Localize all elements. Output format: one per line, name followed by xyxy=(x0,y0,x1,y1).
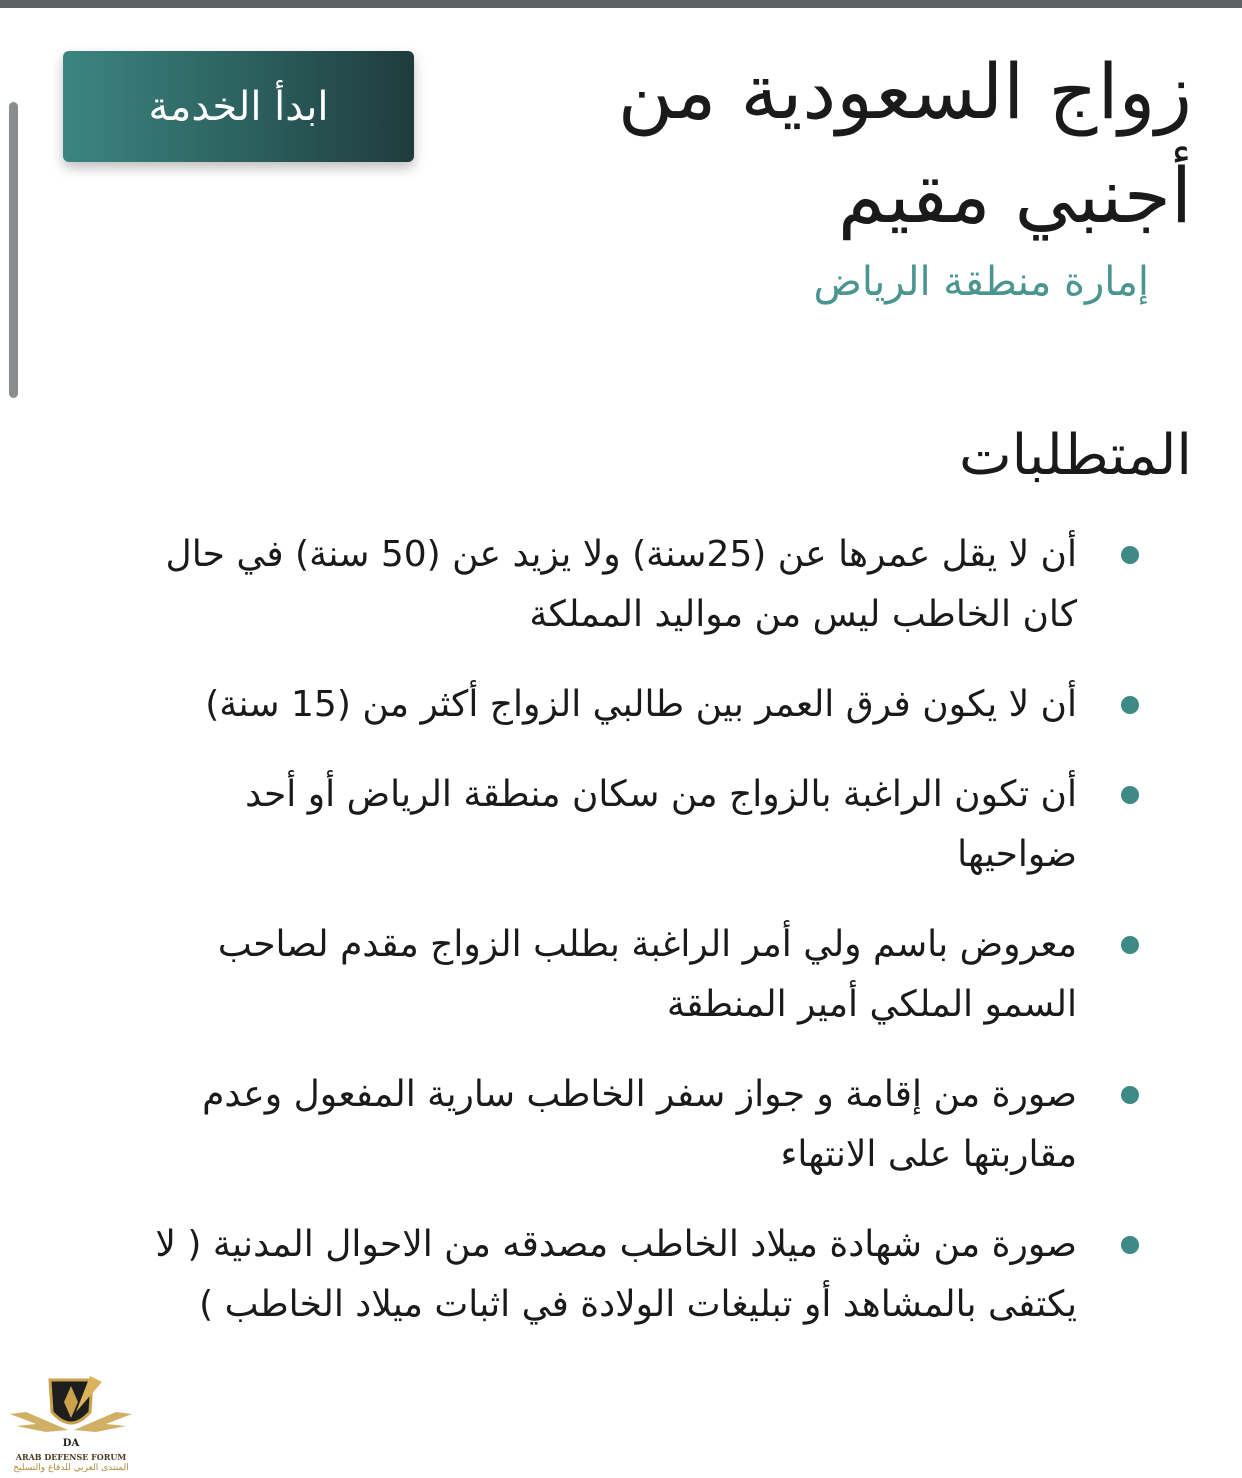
requirement-text: صورة من إقامة و جواز سفر الخاطب سارية المفعول وعدم مقاربتها على الانتهاء xyxy=(202,1074,1077,1175)
requirements-list xyxy=(0,525,1242,1365)
requirement-item xyxy=(0,915,1242,1035)
forum-watermark xyxy=(6,1372,136,1476)
requirement-text: أن لا يكون فرق العمر بين طالبي الزواج أكثر من (15 سنة) xyxy=(205,684,1077,725)
start-service-button[interactable]: ابدأ الخدمة xyxy=(63,51,414,162)
forum-name-ar: المنتدى العربي للدفاع والتسليح xyxy=(13,1463,129,1473)
requirement-item xyxy=(0,675,1242,735)
bullet-dot-icon xyxy=(1121,786,1139,804)
requirement-text: أن تكون الراغبة بالزواج من سكان منطقة الرياض أو أحد ضواحيها xyxy=(245,774,1077,875)
requirement-text: معروض باسم ولي أمر الراغبة بطلب الزواج مقدم لصاحب السمو الملكي أمير المنطقة xyxy=(217,924,1077,1025)
agency-name: إمارة منطقة الرياض xyxy=(813,259,1149,305)
forum-name-en: ARAB DEFENSE FORUM xyxy=(15,1452,127,1462)
bullet-dot-icon xyxy=(1121,1236,1139,1254)
requirements-heading: المتطلبات xyxy=(958,423,1192,488)
requirement-item xyxy=(0,1065,1242,1185)
bullet-dot-icon xyxy=(1121,546,1139,564)
bullet-dot-icon xyxy=(1121,696,1139,714)
bullet-dot-icon xyxy=(1121,936,1139,954)
requirement-text: صورة من شهادة ميلاد الخاطب مصدقه من الاحوال المدنية ( لا يكتفى بالمشاهد أو تبليغات الولادة في اثبات ميلاد الخاطب ) xyxy=(155,1224,1077,1325)
service-title: زواج السعودية من أجنبي مقيم xyxy=(617,47,1192,240)
logo-letters: DA xyxy=(62,1438,80,1449)
top-status-strip xyxy=(0,0,1242,8)
requirement-item xyxy=(0,1215,1242,1335)
scrollbar-thumb[interactable] xyxy=(9,102,18,398)
requirement-item xyxy=(0,765,1242,885)
requirement-item xyxy=(0,525,1242,645)
bullet-dot-icon xyxy=(1121,1086,1139,1104)
requirement-text: أن لا يقل عمرها عن (25سنة) ولا يزيد عن (50 سنة) في حال كان الخاطب ليس من مواليد المملكة xyxy=(165,534,1077,635)
shield-wings-logo-icon xyxy=(6,1372,136,1452)
